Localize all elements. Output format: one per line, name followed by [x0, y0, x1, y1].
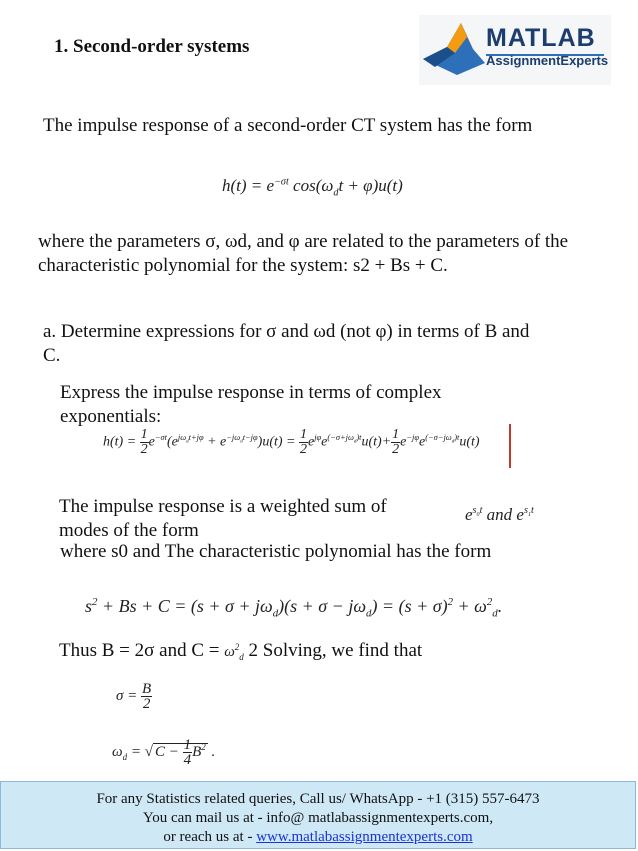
logo-title: MATLAB: [486, 24, 596, 52]
red-cursor-mark: [509, 424, 511, 468]
complex-exponential-formula: h(t) = $\frac{1}{2}$ $e^{-\sigma t}(e^{j\omega_dt+j\varphi} + e^{-j\omega_dt-j\varphi})u(t)$ = $\frac{1}{2}$ $e^{j\varphi}e^{(-\sigma+j\omega_d)t}u(t)+$ $\frac{1}{2}$ $e^{-j\varphi}e^{(-\sigma-j\omega_d)t}u(t)$: [103, 427, 480, 457]
footer-phone-line: For any Statistics related queries, Call us/ WhatsApp - +1 (315) 557-6473: [96, 791, 540, 807]
website-link[interactable]: www.matlabassignmentexperts.com: [256, 829, 473, 845]
footer-mail-line: You can mail us at - info@ matlabassignmentexperts.com,: [142, 810, 494, 826]
footer-web-prefix: or reach us at -: [163, 829, 257, 845]
page-title: 1. Second-order systems: [54, 36, 250, 57]
express-paragraph: Express the impulse response in terms of complex exponentials:: [60, 382, 442, 427]
logo-subtitle: AssignmentExperts: [486, 53, 609, 68]
omega-solution-formula: $\omega_d$ = √ C − $\frac{1}{4}$ $B^2$ .: [112, 737, 216, 768]
sigma-solution-formula: σ = $\frac{B}{2}$: [116, 681, 152, 712]
matlab-membrane-icon: [421, 19, 487, 81]
intro-paragraph: The impulse response of a second-order CT system has the form: [43, 115, 533, 136]
parameters-paragraph: where the parameters σ, ωd, and φ are related to the parameters of the characteristic polynomial for the system: s2 + Bs + C.: [38, 231, 569, 276]
contact-footer: [0, 781, 636, 849]
impulse-response-formula: $h(t) = e^{-\sigma t}$ $\cos(\omega_dt + \varphi)u(t)$: [222, 176, 403, 199]
thus-paragraph: [59, 635, 422, 669]
thus-tail: 2 Solving, we find that: [248, 640, 423, 661]
footer-web-line: [1, 828, 635, 847]
thus-text: Thus B = 2σ and C =: [59, 640, 220, 661]
part-a-question: a. Determine expressions for σ and ωd (not φ) in terms of B and C.: [43, 321, 530, 366]
modes-formula: $e^{s_0t}$ and $e^{s_1t}$: [465, 505, 534, 524]
omega-d-squared: $\omega^2_d$: [224, 642, 244, 662]
characteristic-polynomial-paragraph: where s0 and The characteristic polynomial has the form: [60, 541, 492, 562]
characteristic-polynomial-formula: $s^2 + Bs + C = (s + \sigma + j\omega_d)(s + \sigma - j\omega_d) = (s + \sigma)^2 + \omega^2_d$.: [85, 596, 503, 620]
weighted-sum-paragraph: The impulse response is a weighted sum of modes of the form: [59, 496, 387, 541]
